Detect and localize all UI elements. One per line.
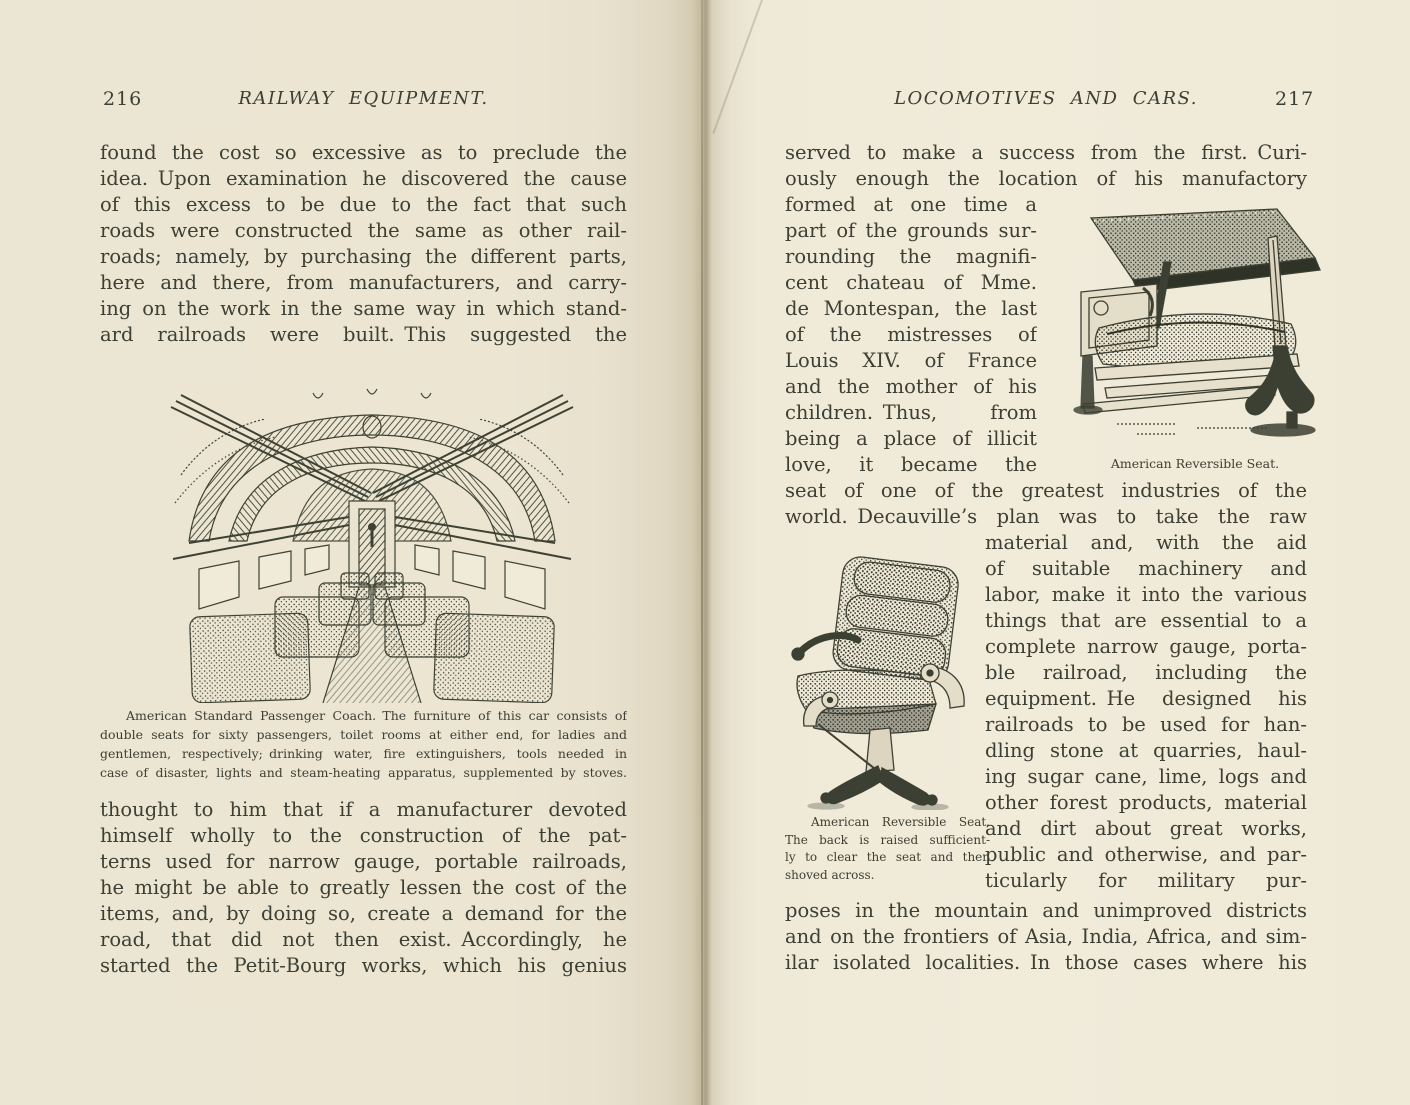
text-line: of suitable machinery and: [985, 557, 1307, 580]
text-line: Louis XIV. of France: [785, 349, 1037, 372]
reversible-seat-chair-engraving: [778, 552, 985, 810]
text-line: children. Thus, from: [785, 401, 1037, 424]
reversible-seat-canopy-image: [1047, 196, 1332, 448]
reversible-seat-canopy-engraving: [1047, 196, 1332, 448]
text-line: ing on the work in the same way in which stand-: [100, 297, 627, 320]
right-column-2: [985, 530, 1307, 894]
text-line: idea. Upon examination he discovered the cause: [100, 167, 627, 190]
text-line: roads were constructed the same as other rail-: [100, 219, 627, 242]
text-line: found the cost so excessive as to preclude the: [100, 141, 627, 164]
text-line: ing sugar cane, lime, logs and: [985, 765, 1307, 788]
text-line: and the mother of his: [785, 375, 1037, 398]
text-line: terns used for narrow gauge, portable railroads,: [100, 850, 627, 873]
text-line: seat of one of the greatest industries of the: [785, 479, 1307, 502]
book-gutter-shadow: [701, 0, 703, 1105]
text-line: labor, make it into the various: [985, 583, 1307, 606]
page-number-left: 216: [103, 88, 143, 110]
text-line: things that are essential to a: [985, 609, 1307, 632]
text-line: formed at one time a: [785, 193, 1037, 216]
text-line: railroads to be used for han-: [985, 713, 1307, 736]
left-page: [0, 0, 700, 1105]
text-line: rounding the magnifi-: [785, 245, 1037, 268]
page-number-right: 217: [1275, 88, 1315, 110]
text-line: double seats for sixty passengers, toilet rooms at either end, for ladies and: [100, 727, 627, 742]
text-line: ly to clear the seat and then: [785, 850, 990, 864]
text-line: material and, with the aid: [985, 531, 1307, 554]
right-mid: [785, 478, 1307, 530]
text-line: ously enough the location of his manufactory: [785, 167, 1307, 190]
left-paragraph-1: [100, 140, 627, 348]
text-line: of this excess to be due to the fact that such: [100, 193, 627, 216]
text-line: himself wholly to the construction of the pat-: [100, 824, 627, 847]
reversible-seat-chair-image: [778, 552, 985, 810]
text-line: served to make a success from the first. Curi-: [785, 141, 1307, 164]
text-line: and on the frontiers of Asia, India, Africa, and sim-: [785, 925, 1307, 948]
text-line: world. Decauville’s plan was to take the raw: [785, 505, 1307, 528]
text-line: de Montespan, the last: [785, 297, 1037, 320]
text-line: ard railroads were built. This suggested the: [100, 323, 627, 346]
text-line: case of disaster, lights and steam-heating apparatus, supplemented by stoves.: [100, 765, 627, 780]
right-column-1: [785, 192, 1037, 478]
coach-caption: [100, 706, 627, 782]
seat1-caption: American Reversible Seat.: [1110, 456, 1280, 471]
left-paragraph-2: [100, 797, 627, 979]
text-line: started the Petit-Bourg works, which his genius: [100, 954, 627, 977]
running-header-right: LOCOMOTIVES AND CARS.: [894, 88, 1198, 109]
text-line: road, that did not then exist. Accordingly, he: [100, 928, 627, 951]
text-line: gentlemen, respectively; drinking water, fire extinguishers, tools needed in: [100, 746, 627, 761]
text-line: roads; namely, by purchasing the different parts,: [100, 245, 627, 268]
text-line: ilar isolated localities. In those cases where his: [785, 951, 1307, 974]
text-line: other forest products, material: [985, 791, 1307, 814]
text-line: love, it became the: [785, 453, 1037, 476]
text-line: The back is raised sufficient-: [785, 832, 990, 847]
text-line: of the mistresses of: [785, 323, 1037, 346]
text-line: cent chateau of Mme.: [785, 271, 1037, 294]
right-intro: [785, 140, 1307, 192]
coach-interior-image: [163, 383, 581, 703]
text-line: part of the grounds sur-: [785, 219, 1037, 242]
right-page: [705, 0, 1410, 1105]
text-line: American Standard Passenger Coach. The furniture of this car consists of: [126, 708, 627, 723]
running-header-left: RAILWAY EQUIPMENT.: [238, 88, 489, 109]
text-line: thought to him that if a manufacturer devoted: [100, 798, 627, 821]
text-line: poses in the mountain and unimproved districts: [785, 899, 1307, 922]
text-line: public and otherwise, and par-: [985, 843, 1307, 866]
text-line: dling stone at quarries, haul-: [985, 739, 1307, 762]
text-line: equipment. He designed his: [985, 687, 1307, 710]
text-line: being a place of illicit: [785, 427, 1037, 450]
text-line: shoved across.: [785, 867, 875, 882]
text-line: he might be able to greatly lessen the cost of the: [100, 876, 627, 899]
text-line: ble railroad, including the: [985, 661, 1307, 684]
text-line: ticularly for military pur-: [985, 869, 1307, 892]
right-outro: [785, 898, 1307, 976]
text-line: here and there, from manufacturers, and carry-: [100, 271, 627, 294]
text-line: items, and, by doing so, create a demand for the: [100, 902, 627, 925]
text-line: American Reversible Seat.: [811, 815, 990, 829]
text-line: and dirt about great works,: [985, 817, 1307, 840]
seat2-caption: [785, 814, 990, 884]
text-line: complete narrow gauge, porta-: [985, 635, 1307, 658]
coach-interior-engraving: [163, 383, 581, 703]
